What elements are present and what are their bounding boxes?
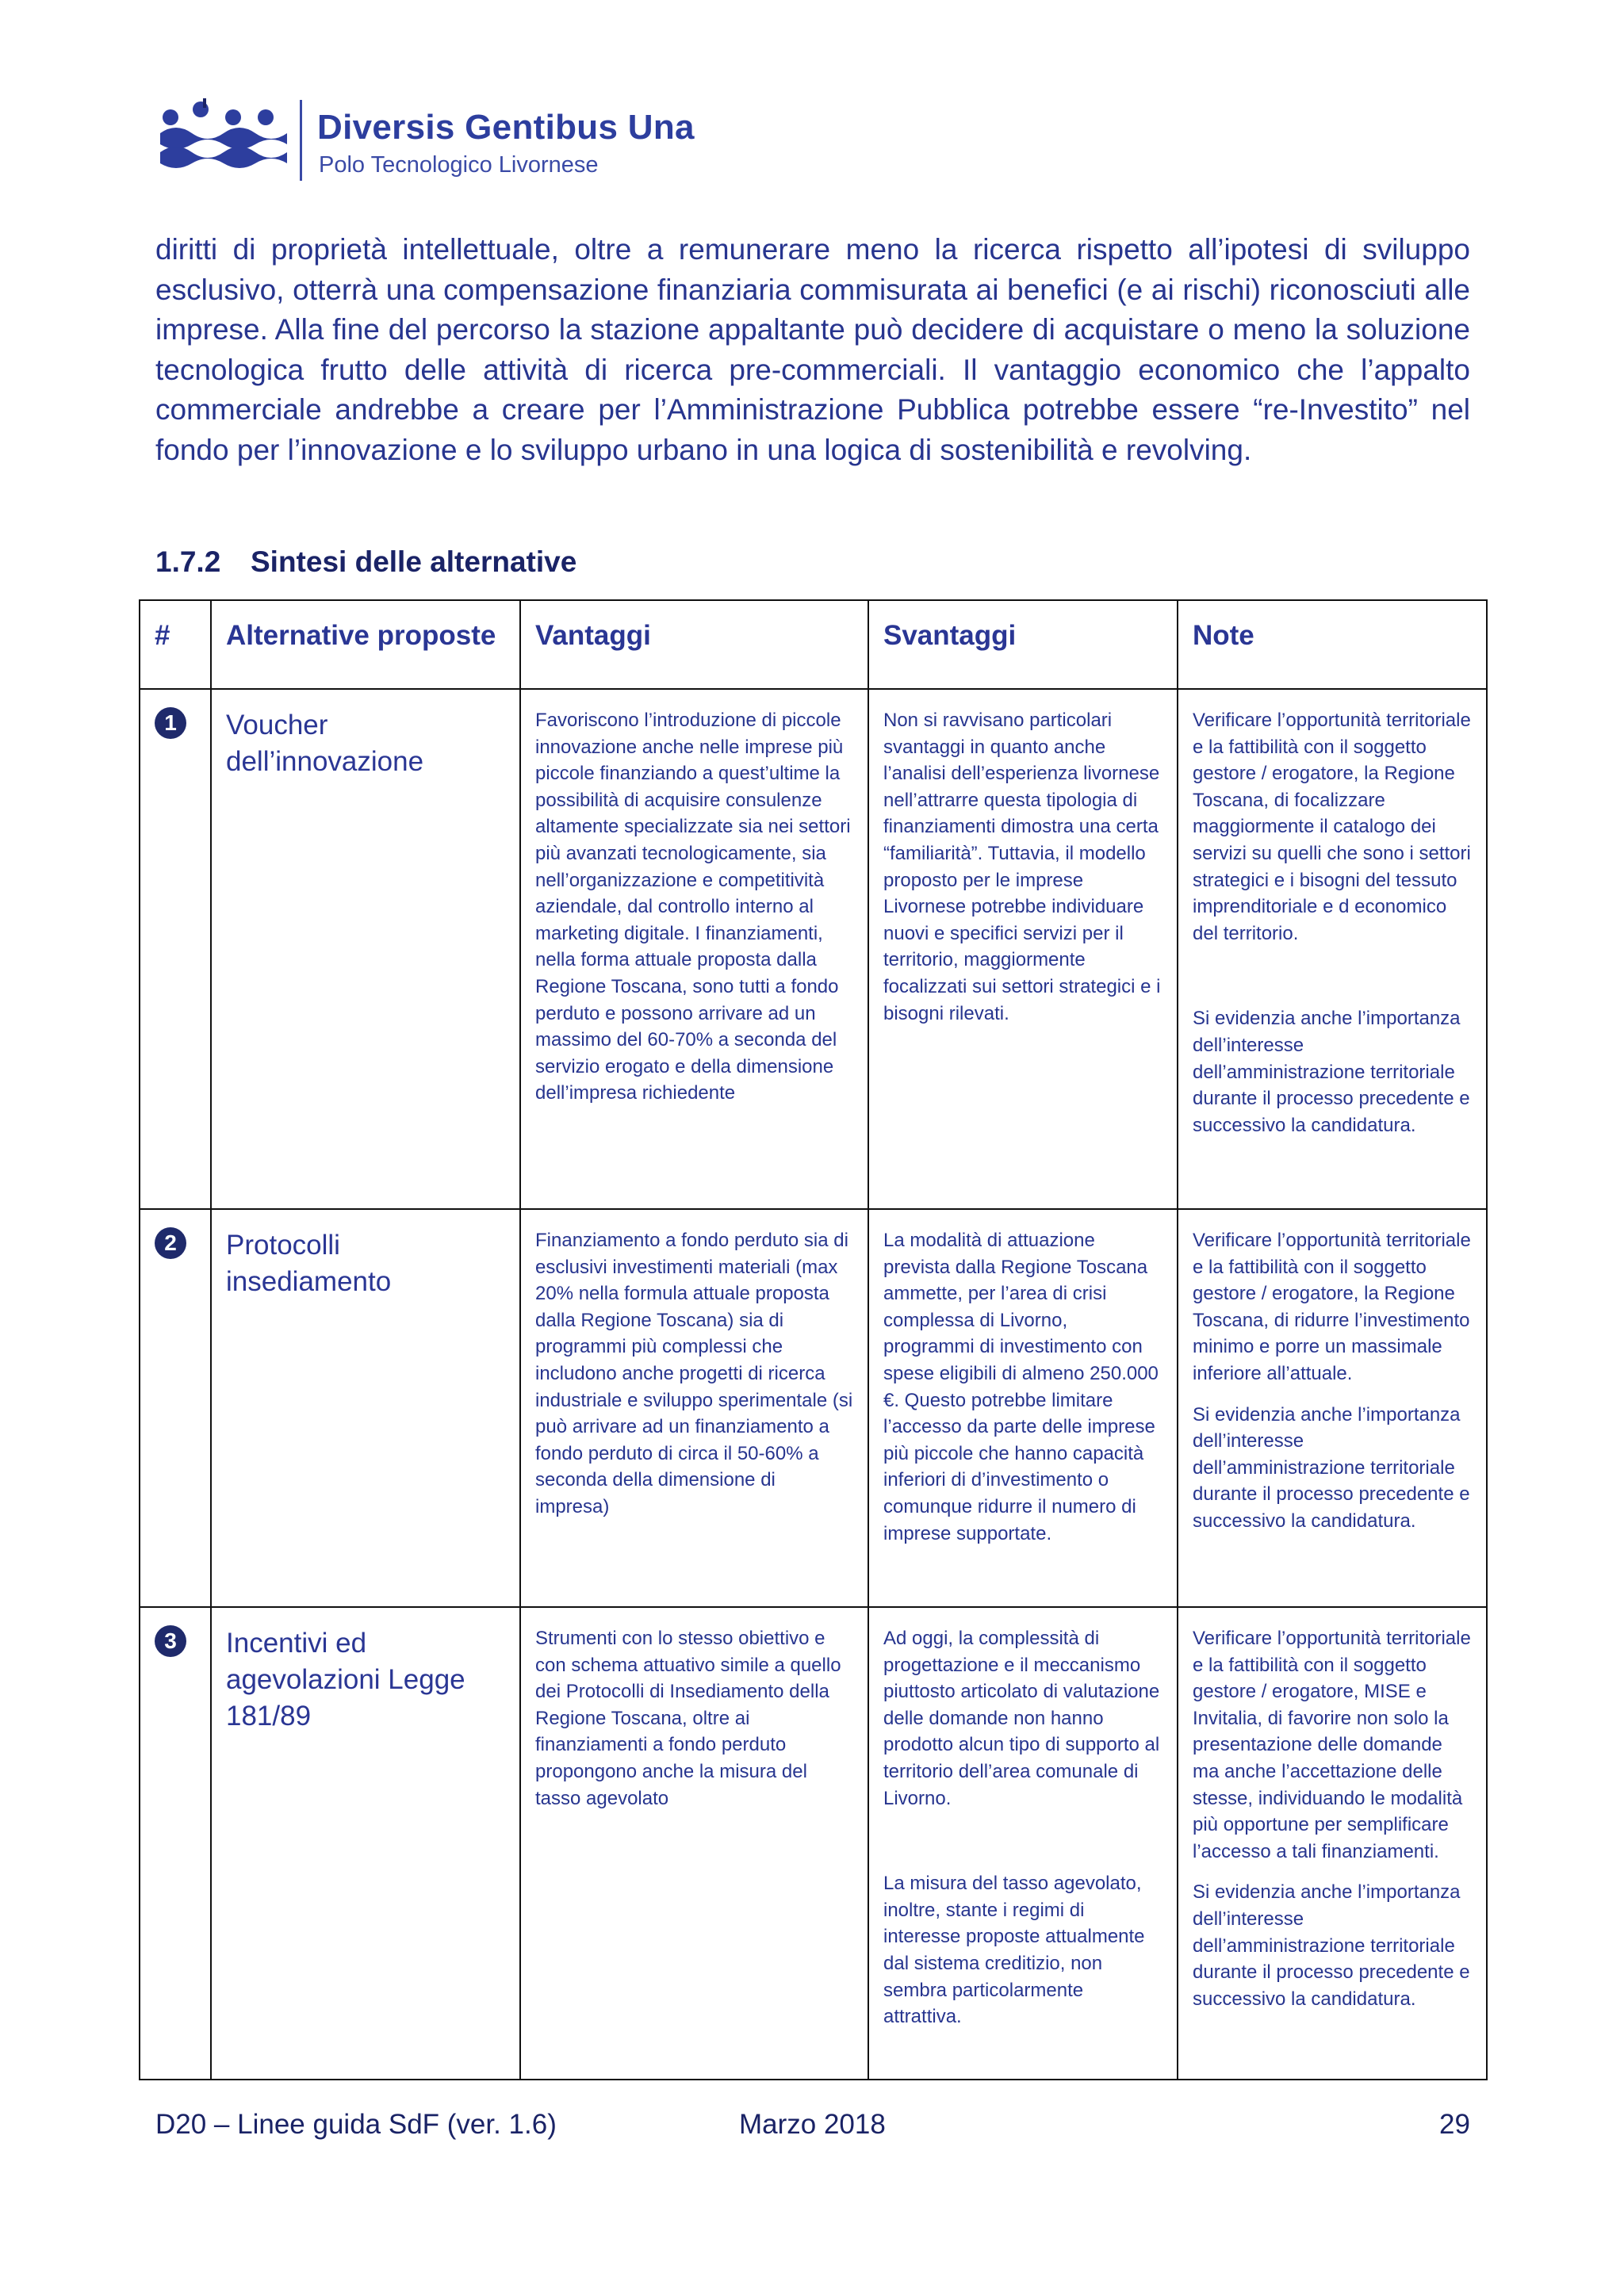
section-title: Sintesi delle alternative bbox=[251, 545, 577, 578]
note-text-secondary: Si evidenzia anche l’importanza dell’interesse dell’amministrazione territoriale durante il processo precedente e successivo la candidatura. bbox=[1193, 1881, 1470, 2010]
header-num: # bbox=[140, 600, 211, 689]
svantaggi-cell bbox=[868, 689, 1178, 1209]
alternative-cell bbox=[211, 1607, 520, 2080]
note-cell bbox=[1178, 1607, 1487, 2080]
vantaggi-cell bbox=[520, 1209, 868, 1607]
note-text: Verificare l’opportunità territoriale e la fattibilità con il soggetto gestore / erogatore, la Regione Toscana, di focalizzare maggiormente il catalogo dei servizi su quelli che sono i settori strategici e i bisogni del tessuto imprenditoriale e d economico del territorio. bbox=[1193, 710, 1471, 944]
alternative-cell bbox=[211, 1209, 520, 1607]
svantaggi-cell bbox=[868, 1209, 1178, 1607]
svantaggi-text: Non si ravvisano particolari svantaggi in quanto anche l’analisi dell’esperienza livornese nell’attrarre questa tipologia di finanziamenti dimostra una certa “familiarità”. Tuttavia, il modello proposto per le imprese Livornese potrebbe individuare nuovi e specifici servizi per il territorio, maggiormente focalizzati sui settori strategici e i bisogni rilevati. bbox=[883, 710, 1161, 1024]
table-row bbox=[140, 689, 1487, 1209]
table-row bbox=[140, 1209, 1487, 1607]
header-svantaggi: Svantaggi bbox=[868, 600, 1178, 689]
footer-page-number: 29 bbox=[1439, 2109, 1470, 2140]
row-number-badge: 3 bbox=[155, 1625, 186, 1657]
vantaggi-cell bbox=[520, 1607, 868, 2080]
vantaggi-cell bbox=[520, 689, 868, 1209]
note-text-secondary: Si evidenzia anche l’importanza dell’interesse dell’amministrazione territoriale durante il processo precedente e successivo la candidatura. bbox=[1193, 1008, 1470, 1136]
alternatives-table bbox=[139, 599, 1488, 2080]
org-subtitle: Polo Tecnologico Livornese bbox=[319, 152, 599, 178]
vantaggi-text: Finanziamento a fondo perduto sia di esclusivi investimenti materiali (max 20% nella formula attuale proposta dalla Regione Toscana) sia di programmi più complessi che includono anche progetti di ricerca industriale e sviluppo sperimentale (si può arrivare ad un finanziamento a fondo perduto di circa il 50-60% a seconda della dimensione di impresa) bbox=[535, 1230, 853, 1517]
table-row bbox=[140, 1607, 1487, 2080]
row-number-badge: 1 bbox=[155, 707, 186, 739]
section-heading bbox=[155, 545, 576, 579]
alternative-name: Voucher dell’innovazione bbox=[226, 710, 424, 777]
row-number-cell bbox=[140, 1209, 211, 1607]
header-alternative: Alternative proposte bbox=[211, 600, 520, 689]
svantaggi-text-secondary: La misura del tasso agevolato, inoltre, stante i regimi di interesse proposte attualmente dal sistema creditizio, non sembra particolarmente attrattiva. bbox=[883, 1873, 1145, 2028]
footer-doc-ref: D20 – Linee guida SdF (ver. 1.6) bbox=[155, 2109, 557, 2140]
note-text-secondary: Si evidenzia anche l’importanza dell’interesse dell’amministrazione territoriale durante il processo precedente e successivo la candidatura. bbox=[1193, 1403, 1470, 1532]
note-cell bbox=[1178, 1209, 1487, 1607]
svantaggi-cell bbox=[868, 1607, 1178, 2080]
footer-date: Marzo 2018 bbox=[739, 2109, 886, 2140]
table-header-row bbox=[140, 600, 1487, 689]
waves-logo-icon bbox=[157, 98, 290, 178]
row-number-cell bbox=[140, 1607, 211, 2080]
note-text: Verificare l’opportunità territoriale e la fattibilità con il soggetto gestore / erogatore, MISE e Invitalia, di favorire non solo la presentazione delle domande ma anche l’accettazione delle stesse, individuando le modalità più opportune per semplificare l’accesso a tali finanziamenti. bbox=[1193, 1628, 1471, 1862]
note-text: Verificare l’opportunità territoriale e la fattibilità con il soggetto gestore / erogatore, la Regione Toscana, di ridurre l’investimento minimo e porre un massimale inferiore all’attuale. bbox=[1193, 1230, 1471, 1384]
note-cell bbox=[1178, 689, 1487, 1209]
vantaggi-text: Strumenti con lo stesso obiettivo e con schema attuativo simile a quello dei Protocolli di Insediamento della Regione Toscana, oltre ai finanziamenti a fondo perduto propongono anche la misura del tasso agevolato bbox=[535, 1628, 841, 1809]
org-name: Diversis Gentibus Una bbox=[317, 108, 695, 147]
alternative-name: Incentivi ed agevolazioni Legge 181/89 bbox=[226, 1628, 465, 1732]
header-logo bbox=[157, 98, 695, 184]
vantaggi-text: Favoriscono l’introduzione di piccole innovazione anche nelle imprese più piccole finanziando a quest’ultime la possibilità di acquisire consulenze altamente specializzate sia nei settori più avanzati tecnologicamente, sia nell’organizzazione e competitività aziendale, dal controllo interno al marketing digitale. I finanziamenti, nella forma attuale proposta dalla Regione Toscana, sono tutti a fondo perduto e possono arrivare ad un massimo del 60-70% a seconda del servizio erogato e della dimensione dell’impresa richiedente bbox=[535, 710, 851, 1104]
header-note: Note bbox=[1178, 600, 1487, 689]
header-vantaggi: Vantaggi bbox=[520, 600, 868, 689]
alternative-cell bbox=[211, 689, 520, 1209]
svantaggi-text: La modalità di attuazione prevista dalla Regione Toscana ammette, per l’area di crisi complessa di Livorno, programmi di investimento con spese eligibili di almeno 250.000 €. Questo potrebbe limitare l’accesso da parte delle imprese più piccole che hanno capacità inferiori di d’investimento o comunque ridurre il numero di imprese supportate. bbox=[883, 1230, 1159, 1544]
intro-paragraph: diritti di proprietà intellettuale, oltre a remunerare meno la ricerca rispetto all’ipotesi di sviluppo esclusivo, otterrà una compensazione finanziaria commisurata ai benefici (e ai rischi) riconosciuti alle imprese. Alla fine del percorso la stazione appaltante può decidere di acquistare o meno la soluzione tecnologica frutto delle attività di ricerca pre-commerciali. Il vantaggio economico che l’appalto commerciale andrebbe a creare per l’Amministrazione Pubblica potrebbe essere “re-Investito” nel fondo per l’innovazione e lo sviluppo urbano in una logica di sostenibilità e revolving. bbox=[155, 233, 1470, 466]
row-number-cell bbox=[140, 689, 211, 1209]
logo-divider bbox=[300, 100, 302, 181]
svantaggi-text: Ad oggi, la complessità di progettazione e il meccanismo piuttosto articolato di valutazione delle domande non hanno prodotto alcun tipo di supporto al territorio dell’area comunale di Livorno. bbox=[883, 1628, 1160, 1809]
section-number: 1.7.2 bbox=[155, 545, 221, 578]
alternative-name: Protocolli insediamento bbox=[226, 1230, 392, 1297]
row-number-badge: 2 bbox=[155, 1227, 186, 1259]
